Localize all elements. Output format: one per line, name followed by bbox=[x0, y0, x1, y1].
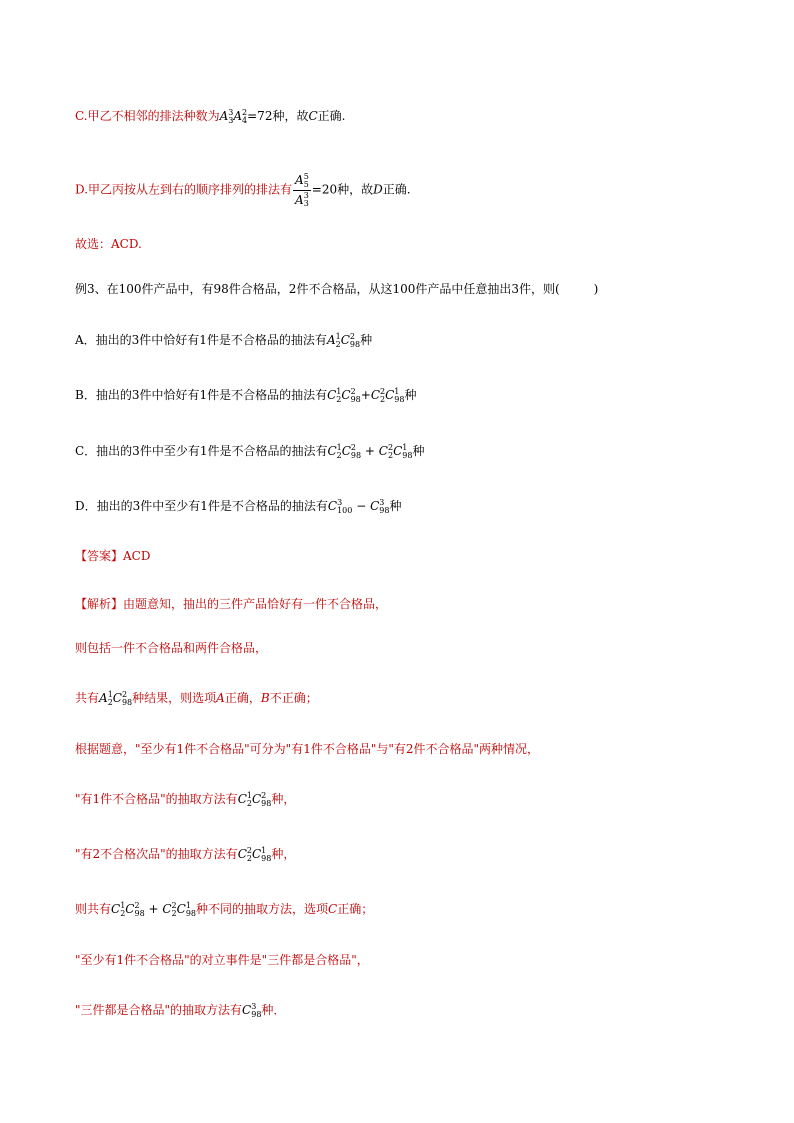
analysis-line-5 bbox=[75, 791, 295, 808]
text: 不正确； bbox=[269, 691, 318, 705]
analysis-tag: 【解析】 bbox=[75, 597, 124, 611]
option-b bbox=[75, 387, 416, 404]
analysis-line-3 bbox=[75, 690, 318, 707]
analysis-line-7 bbox=[75, 901, 373, 918]
option-text: A．抽出的3件中恰好有1件是不合格品的抽法有 bbox=[75, 333, 327, 347]
text: 正确， bbox=[224, 691, 261, 705]
formula: C 1 2 C 2 98 + C 2 2 C 1 98 bbox=[327, 442, 413, 460]
option-a bbox=[75, 332, 372, 349]
text: 种不同的抽取方法，选项 bbox=[196, 902, 329, 916]
solution-line-c bbox=[75, 108, 345, 125]
text: 种结果，则选项 bbox=[132, 691, 217, 705]
text: 甲乙不相邻的排法种数为 bbox=[87, 109, 220, 123]
option-suffix: 种 bbox=[360, 333, 373, 347]
formula: C 3 100 − C 3 98 bbox=[327, 497, 390, 515]
formula: A 1 2 C 2 98 bbox=[326, 331, 361, 349]
answer-value: ACD bbox=[123, 549, 151, 563]
option-suffix: 种 bbox=[404, 388, 417, 402]
text: =72种，故 bbox=[247, 109, 309, 123]
text: "三件都是合格品"的抽取方法有 bbox=[75, 1003, 243, 1017]
option-suffix: 种 bbox=[389, 499, 402, 513]
text: 甲乙丙按从左到右的顺序排列的排法有 bbox=[88, 182, 293, 197]
example-3-stem bbox=[75, 281, 598, 297]
option-d bbox=[75, 498, 401, 515]
analysis-line-9 bbox=[75, 1002, 285, 1019]
formula-A33A42: A 3 3 A 2 4 bbox=[219, 107, 248, 125]
conclusion: 故选：ACD. bbox=[75, 237, 142, 251]
solution-line-d bbox=[75, 172, 411, 208]
text: 种． bbox=[261, 1003, 286, 1017]
fraction-formula: A 5 5 A 3 3 bbox=[295, 171, 309, 208]
option-suffix: 种 bbox=[412, 444, 425, 458]
text: "有2不合格次品"的抽取方法有 bbox=[75, 847, 238, 861]
text: "有1件不合格品"的抽取方法有 bbox=[75, 792, 238, 806]
formula: C 2 2 C 1 98 bbox=[237, 845, 272, 863]
option-text: B．抽出的3件中恰好有1件是不合格品的抽法有 bbox=[75, 388, 328, 402]
formula: C 1 2 C 2 98 bbox=[237, 790, 272, 808]
analysis-line-1 bbox=[75, 596, 387, 612]
option-text: D．抽出的3件中至少有1件是不合格品的抽法有 bbox=[75, 499, 328, 513]
answer-tag: 【答案】 bbox=[75, 549, 124, 563]
option-c bbox=[75, 443, 424, 460]
option-label: D. bbox=[75, 182, 89, 197]
math-var: B bbox=[260, 691, 270, 705]
text: 则共有 bbox=[75, 902, 112, 916]
question-text: 例3、在100件产品中，有98件合格品，2件不合格品，从这100件产品中任意抽出3件，则( bbox=[75, 282, 560, 296]
math-var: A bbox=[216, 691, 225, 705]
text: 正确； bbox=[337, 902, 374, 916]
text: 由题意知，抽出的三件产品恰好有一件不合格品， bbox=[123, 597, 388, 611]
analysis-line-4: 根据题意，"至少有1件不合格品"可分为"有1件不合格品"与"有2件不合格品"两种情况， bbox=[75, 742, 540, 756]
math-var: C bbox=[328, 902, 338, 916]
analysis-line-8: "至少有1件不合格品"的对立事件是"三件都是合格品"， bbox=[75, 953, 369, 967]
text: 共有 bbox=[75, 691, 100, 705]
formula: A 1 2 C 2 98 bbox=[99, 689, 133, 707]
question-paren: ) bbox=[593, 282, 599, 296]
text: =20种，故 bbox=[311, 182, 374, 197]
text: 正确. bbox=[382, 182, 411, 197]
answer-line bbox=[75, 548, 150, 564]
formula: C 1 2 C 2 98 + C 2 2 C 1 98 bbox=[111, 900, 197, 918]
math-var: D bbox=[373, 182, 383, 197]
analysis-line-2: 则包括一件不合格品和两件合格品， bbox=[75, 641, 268, 655]
text: 种， bbox=[271, 792, 296, 806]
text: 正确. bbox=[317, 109, 346, 123]
formula: C 1 2 C 2 98 +C 2 2 C 1 98 bbox=[327, 386, 405, 404]
text: 种， bbox=[271, 847, 296, 861]
option-text: C．抽出的3件中至少有1件是不合格品的抽法有 bbox=[75, 444, 328, 458]
math-var: C bbox=[308, 109, 318, 123]
analysis-line-6 bbox=[75, 846, 295, 863]
option-label: C. bbox=[75, 109, 88, 123]
formula: C 3 98 bbox=[242, 1001, 262, 1019]
